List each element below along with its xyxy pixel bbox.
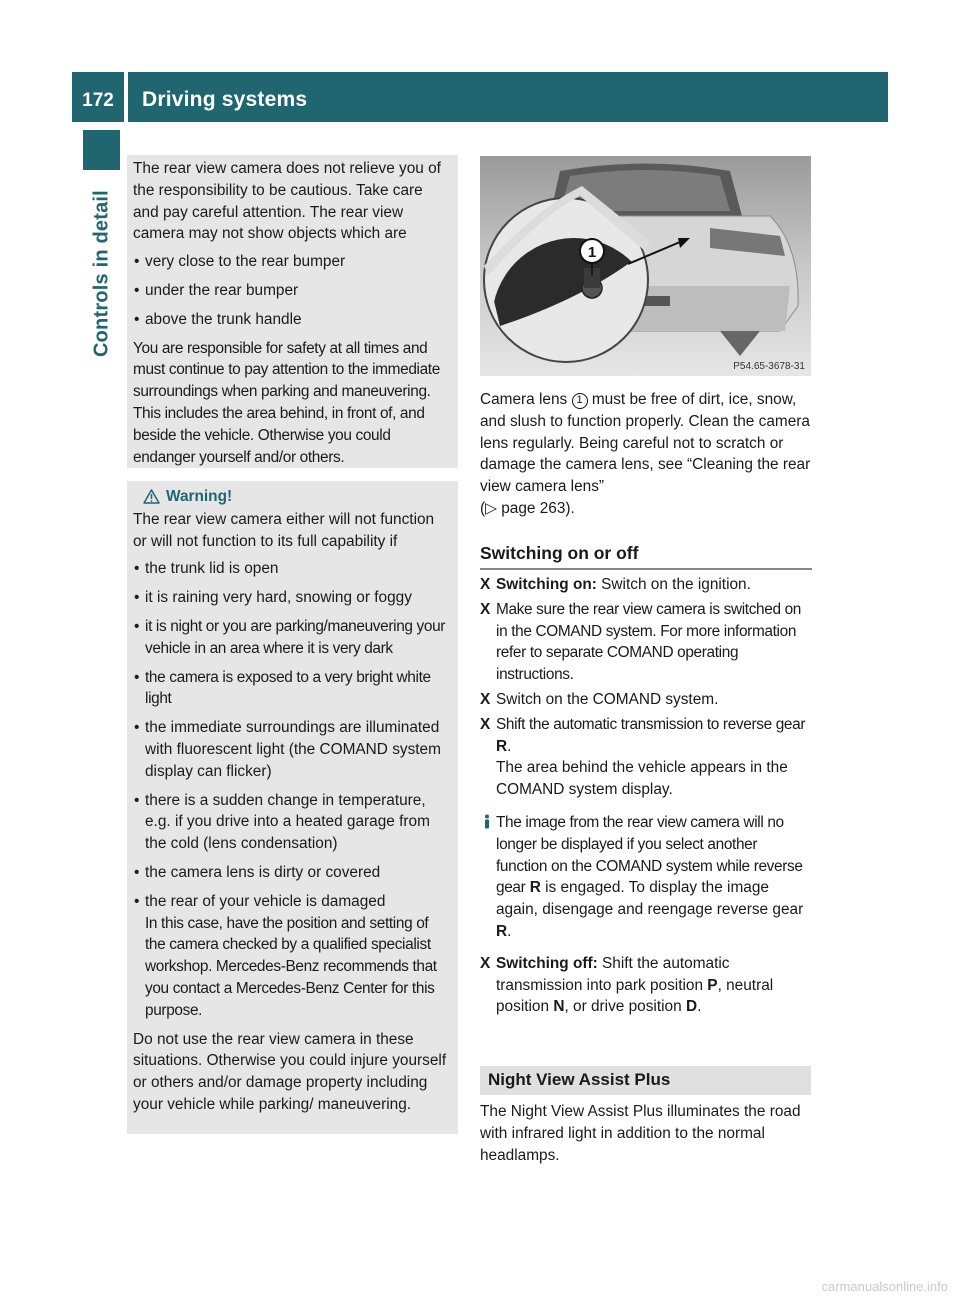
step-arrow-icon: X <box>480 576 491 593</box>
callout-number-icon: 1 <box>572 393 588 409</box>
step-item <box>480 714 812 801</box>
page-number: 172 <box>82 90 114 111</box>
step-text-end: . <box>697 998 702 1016</box>
list-item: • very close to the rear bumper <box>133 251 452 273</box>
list-item: • under the rear bumper <box>133 280 452 302</box>
gear-letter: R <box>496 922 508 940</box>
caution-outro: You are responsible for safety at all times and must continue to pay attention to the immediate surroundings when parking and maneuvering. This includes the area behind, in front of, and beside the vehicle. Otherwise you could endanger yourself and/or others. <box>133 339 440 466</box>
side-tab-block <box>83 130 120 170</box>
step-text: Switch on the COMAND system. <box>496 690 719 708</box>
rear-camera-photo <box>480 156 811 376</box>
step-arrow-icon: X <box>480 715 491 733</box>
caution-list <box>133 251 452 330</box>
step-item <box>480 574 812 596</box>
step-text: , or drive position <box>564 998 682 1016</box>
step-label: Switching off: <box>496 954 598 972</box>
side-chapter-label: Controls in detail <box>90 190 113 357</box>
list-item: • the trunk lid is open <box>133 558 452 580</box>
section-title: Driving systems <box>142 88 308 111</box>
gear-letter: D <box>685 998 698 1016</box>
list-item: • above the trunk handle <box>133 309 452 331</box>
info-text-end: . <box>507 922 512 940</box>
warning-list <box>133 558 452 1021</box>
list-item: • it is raining very hard, snowing or foggy <box>133 587 452 609</box>
warning-outro: Do not use the rear view camera in these situations. Otherwise you could injure yourself or others and/or damage property including your vehicle while parking/ maneuvering. <box>133 1030 447 1113</box>
warning-triangle-icon <box>143 489 160 504</box>
info-text: is engaged. To display the image again, disengage and reengage reverse gear <box>496 879 804 919</box>
gear-letter: R <box>529 879 541 897</box>
caution-intro: The rear view camera does not relieve you of the responsibility to be cautious. Take care and pay careful attention. The rear view camera may not show objects which are <box>133 160 441 243</box>
camera-para-part-b: must be free of dirt, ice, snow, and slush to function properly. Clean the camera lens regularly. Being careful not to scratch or damage the camera lens, see “Cleaning the rear view camera lens” <box>480 391 811 496</box>
step-text-end: . <box>507 737 512 755</box>
watermark-footer: carmanualsonline.info <box>821 1279 948 1294</box>
switching-steps <box>480 574 812 1021</box>
step-item <box>480 689 812 711</box>
photo-code: P54.65-3678-31 <box>733 361 805 372</box>
page-reference-link[interactable]: (▷ page 263). <box>480 499 575 517</box>
step-text: Make sure the rear view camera is switched on in the COMAND system. For more information refer to separate COMAND operating instructions. <box>496 600 802 684</box>
step-arrow-icon: X <box>480 600 490 618</box>
warning-header <box>133 486 452 508</box>
photo-callout-number: 1 <box>587 244 597 261</box>
night-view-heading: Night View Assist Plus <box>480 1066 811 1095</box>
step-text: Switch on the ignition. <box>601 576 751 593</box>
step-text: , neutral position <box>496 976 774 1016</box>
list-item: • the camera lens is dirty or covered <box>133 862 452 884</box>
list-item <box>133 891 452 1022</box>
caution-box <box>127 155 458 468</box>
warning-intro: The rear view camera either will not function or will not function to its full capability if <box>133 510 435 550</box>
step-item <box>480 599 812 686</box>
header-separator <box>124 72 128 122</box>
switching-heading: Switching on or off <box>480 543 639 563</box>
list-item: • it is night or you are parking/maneuvering your vehicle in an area where it is very dark <box>133 616 452 660</box>
step-label: Switching on: <box>496 576 597 593</box>
step-item <box>480 953 812 1018</box>
info-text: The image from the rear view camera will no longer be displayed if you select another function on the COMAND system while reverse gear <box>496 813 803 897</box>
camera-para-part-a: Camera lens <box>480 391 568 408</box>
step-text: Shift the automatic transmission into park position <box>496 954 730 994</box>
step-arrow-icon: X <box>480 690 491 708</box>
list-item: • the immediate surroundings are illuminated with fluorescent light (the COMAND system display can flicker) <box>133 717 452 782</box>
warning-title: Warning! <box>166 488 233 505</box>
gear-letter: N <box>553 998 565 1016</box>
step-text: Shift the automatic transmission to reverse gear <box>496 715 806 733</box>
info-icon <box>480 814 494 829</box>
list-item-subpara: In this case, have the position and setting of the camera checked by a qualified specialist workshop. Mercedes-Benz recommends that you contact a Mercedes-Benz Center for this purpose. <box>145 914 437 1019</box>
heading-rule <box>480 568 812 570</box>
step-arrow-icon: X <box>480 954 491 972</box>
info-note <box>480 812 812 943</box>
night-view-text: The Night View Assist Plus illuminates the road with infrared light in addition to the normal headlamps. <box>480 1103 801 1164</box>
camera-lens-paragraph <box>480 389 812 520</box>
list-item: • there is a sudden change in temperature, e.g. if you drive into a heated garage from the cold (lens condensation) <box>133 790 452 855</box>
step-result: The area behind the vehicle appears in the COMAND system display. <box>496 759 788 799</box>
list-item: • the camera is exposed to a very bright white light <box>133 667 452 711</box>
list-item-text: the rear of your vehicle is damaged <box>145 892 386 910</box>
gear-letter: P <box>707 976 718 994</box>
warning-box <box>127 481 458 1134</box>
gear-letter: R <box>496 737 508 755</box>
